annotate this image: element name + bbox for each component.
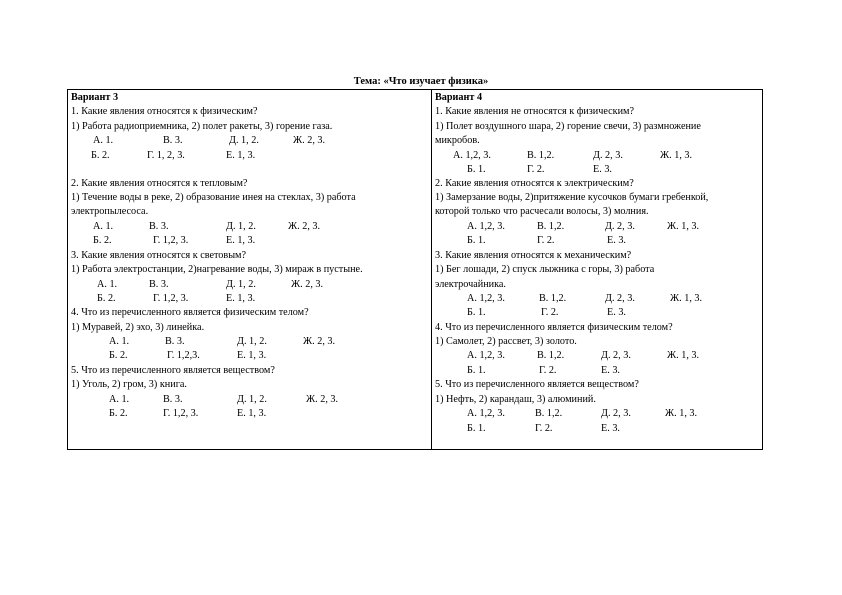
v3-q3-opt-g: Г. 1,2, 3. — [153, 293, 189, 304]
v4-q3-items-line2: электрочайника. — [435, 279, 506, 290]
v3-q1-opt-a: А. 1. — [93, 135, 114, 146]
v4-q1-opt-g: Г. 2. — [527, 164, 545, 175]
document-title: Тема: «Что изучает физика» — [353, 76, 489, 87]
v3-q4-opt-a: А. 1. — [109, 336, 130, 347]
v3-q2-opt-a: А. 1. — [93, 221, 114, 232]
v3-q5-opt-b: Б. 2. — [109, 408, 128, 419]
v4-q2-opt-e: Е. 3. — [607, 235, 626, 246]
v4-q1-items-line2: микробов. — [435, 135, 480, 146]
v4-q1-opt-a: А. 1,2, 3. — [453, 150, 491, 161]
v4-q2-opt-a: А. 1,2, 3. — [467, 221, 505, 232]
v3-q2-items-line2: электропылесоса. — [71, 206, 149, 217]
v4-q2-opt-g: Г. 2. — [537, 235, 555, 246]
v4-q5-text: 5. Что из перечисленного является веществом? — [435, 379, 639, 390]
v3-q4-opt-b: Б. 2. — [109, 350, 128, 361]
v3-q1-opt-g: Г. 1, 2, 3. — [147, 150, 185, 161]
v4-q2-opt-v: В. 1,2. — [537, 221, 565, 232]
v4-q2-items-line2: которой только что расчесали волосы, 3) молния. — [435, 206, 649, 217]
v4-q2-opt-d: Д. 2, 3. — [605, 221, 635, 232]
v3-q2-items-line1: 1) Течение воды в реке, 2) образование инея на стеклах, 3) работа — [71, 192, 356, 203]
v3-q1-opt-zh: Ж. 2, 3. — [293, 135, 326, 146]
v3-q5-opt-g: Г. 1,2, 3. — [163, 408, 199, 419]
v3-q3-opt-e: Е. 1, 3. — [226, 293, 256, 304]
v4-q1-text: 1. Какие явления не относятся к физическим? — [435, 106, 635, 117]
v3-q4-opt-zh: Ж. 2, 3. — [303, 336, 336, 347]
v4-q5-opt-e: Е. 3. — [601, 423, 620, 434]
v4-q1-opt-d: Д. 2, 3. — [593, 150, 623, 161]
v3-q3-opt-b: Б. 2. — [97, 293, 116, 304]
v3-q5-opt-zh: Ж. 2, 3. — [306, 394, 339, 405]
v3-q4-opt-v: В. 3. — [165, 336, 185, 347]
v4-q1-opt-e: Е. 3. — [593, 164, 612, 175]
v4-q3-opt-b: Б. 1. — [467, 307, 486, 318]
v3-q3-text: 3. Какие явления относятся к световым? — [71, 250, 247, 261]
v3-q4-opt-g: Г. 1,2,3. — [167, 350, 200, 361]
v4-q4-opt-v: В. 1,2. — [537, 350, 565, 361]
v4-q3-items-line1: 1) Бег лошади, 2) спуск лыжника с горы, 3) работа — [435, 264, 655, 275]
variant-4-heading: Вариант 4 — [435, 92, 483, 103]
v4-q4-opt-zh: Ж. 1, 3. — [667, 350, 700, 361]
v4-q1-opt-v: В. 1,2. — [527, 150, 555, 161]
v3-q1-text: 1. Какие явления относятся к физическим? — [71, 106, 258, 117]
v4-q4-opt-e: Е. 3. — [601, 365, 620, 376]
v3-q2-opt-e: Е. 1, 3. — [226, 235, 256, 246]
v4-q1-opt-b: Б. 1. — [467, 164, 486, 175]
v3-q4-items: 1) Муравей, 2) эхо, 3) линейка. — [71, 322, 205, 333]
v3-q1-opt-v: В. 3. — [163, 135, 183, 146]
v4-q5-opt-v: В. 1,2. — [535, 408, 563, 419]
v3-q3-items: 1) Работа электростанции, 2)нагревание воды, 3) мираж в пустыне. — [71, 264, 363, 275]
v3-q5-opt-d: Д. 1, 2. — [237, 394, 267, 405]
v3-q1-opt-d: Д. 1, 2. — [229, 135, 259, 146]
v3-q5-opt-v: В. 3. — [163, 394, 183, 405]
v4-q1-items-line1: 1) Полет воздушного шара, 2) горение свечи, 3) размножение — [435, 121, 701, 132]
v3-q4-opt-e: Е. 1, 3. — [237, 350, 267, 361]
v4-q3-opt-zh: Ж. 1, 3. — [670, 293, 703, 304]
column-divider — [431, 89, 432, 450]
v3-q3-opt-zh: Ж. 2, 3. — [291, 279, 324, 290]
v4-q1-opt-zh: Ж. 1, 3. — [660, 150, 693, 161]
v4-q4-items: 1) Самолет, 2) рассвет, 3) золото. — [435, 336, 577, 347]
v3-q4-opt-d: Д. 1, 2. — [237, 336, 267, 347]
v4-q4-opt-g: Г. 2. — [539, 365, 557, 376]
v3-q2-opt-g: Г. 1,2, 3. — [153, 235, 189, 246]
v4-q5-opt-zh: Ж. 1, 3. — [665, 408, 698, 419]
v4-q4-text: 4. Что из перечисленного является физическим телом? — [435, 322, 673, 333]
v4-q3-opt-e: Е. 3. — [607, 307, 626, 318]
variant-3-heading: Вариант 3 — [71, 92, 119, 103]
v4-q4-opt-a: А. 1,2, 3. — [467, 350, 505, 361]
v3-q5-text: 5. Что из перечисленного является веществом? — [71, 365, 275, 376]
v4-q4-opt-d: Д. 2, 3. — [601, 350, 631, 361]
v3-q1-items: 1) Работа радиоприемника, 2) полет ракеты, 3) горение газа. — [71, 121, 333, 132]
v3-q5-items: 1) Уголь, 2) гром, 3) книга. — [71, 379, 187, 390]
v4-q4-opt-b: Б. 1. — [467, 365, 486, 376]
v4-q3-text: 3. Какие явления относятся к механическим? — [435, 250, 632, 261]
v3-q2-text: 2. Какие явления относятся к тепловым? — [71, 178, 248, 189]
v3-q2-opt-d: Д. 1, 2. — [226, 221, 256, 232]
v4-q3-opt-v: В. 1,2. — [539, 293, 567, 304]
v3-q3-opt-a: А. 1. — [97, 279, 118, 290]
v4-q2-opt-b: Б. 1. — [467, 235, 486, 246]
v3-q2-opt-b: Б. 2. — [93, 235, 112, 246]
v3-q1-opt-b: Б. 2. — [91, 150, 110, 161]
v4-q2-items-line1: 1) Замерзание воды, 2)притяжение кусочков бумаги гребенкой, — [435, 192, 709, 203]
v3-q2-opt-zh: Ж. 2, 3. — [288, 221, 321, 232]
v4-q5-opt-d: Д. 2, 3. — [601, 408, 631, 419]
v4-q2-opt-zh: Ж. 1, 3. — [667, 221, 700, 232]
v3-q2-opt-v: В. 3. — [149, 221, 169, 232]
v4-q3-opt-d: Д. 2, 3. — [605, 293, 635, 304]
v4-q5-opt-a: А. 1,2, 3. — [467, 408, 505, 419]
v3-q1-opt-e: Е. 1, 3. — [226, 150, 256, 161]
v3-q5-opt-a: А. 1. — [109, 394, 130, 405]
v4-q3-opt-a: А. 1,2, 3. — [467, 293, 505, 304]
v4-q2-text: 2. Какие явления относятся к электрическим? — [435, 178, 634, 189]
v3-q3-opt-v: В. 3. — [149, 279, 169, 290]
v3-q5-opt-e: Е. 1, 3. — [237, 408, 267, 419]
v3-q3-opt-d: Д. 1, 2. — [226, 279, 256, 290]
v3-q4-text: 4. Что из перечисленного является физическим телом? — [71, 307, 309, 318]
v4-q3-opt-g: Г. 2. — [541, 307, 559, 318]
v4-q5-items: 1) Нефть, 2) карандаш, 3) алюминий. — [435, 394, 596, 405]
v4-q5-opt-g: Г. 2. — [535, 423, 553, 434]
v4-q5-opt-b: Б. 1. — [467, 423, 486, 434]
